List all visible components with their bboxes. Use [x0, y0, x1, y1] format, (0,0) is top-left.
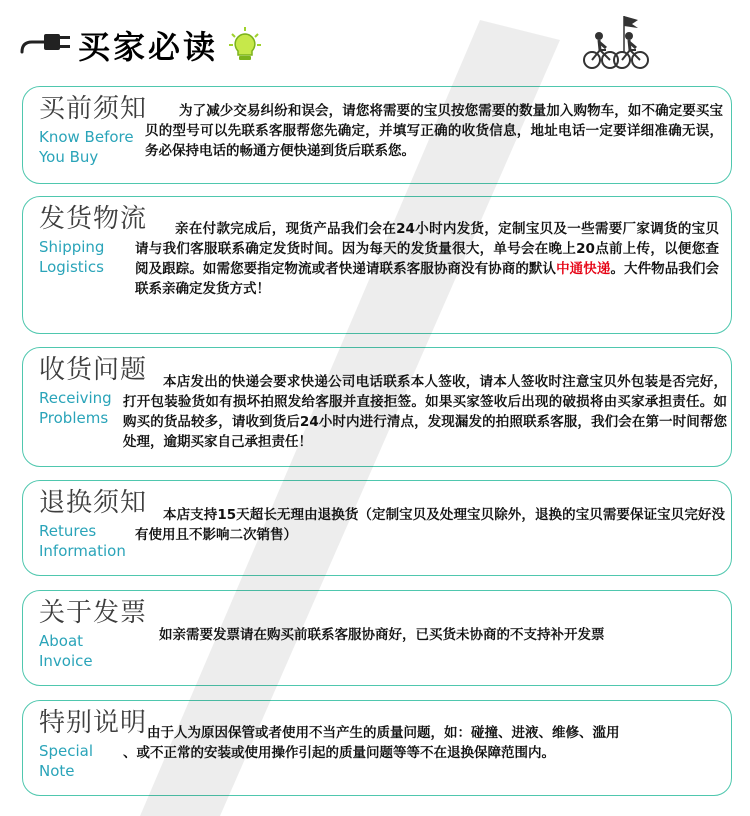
card-title-en: Receiving Problems: [39, 389, 112, 427]
card-shipping-logistics: [22, 196, 732, 334]
plug-icon: [20, 28, 74, 56]
page-title: 买家必读: [78, 28, 219, 66]
courier-highlight: 中通快递: [556, 261, 611, 277]
card-body: 本店发出的快递会要求快递公司电话联系本人签收，请本人签收时注意宝贝外包装是否完好，打开包装验货如有损坏拍照发给客服并直接拒签。如果买家签收后出现的破损将由买家承担责任。如购买的货品较多，请收到货后24小时内进行清点，发现漏发的拍照联系客服，我们会在第一时间帮您处理，逾期买家自己承担责任！: [123, 374, 727, 450]
card-title-cn: 特别说明: [39, 708, 148, 738]
card-special-note: [22, 700, 732, 796]
card-title-cn: 发货物流: [39, 204, 148, 234]
card-about-invoice: [22, 590, 732, 686]
card-title-cn: 收货问题: [39, 355, 148, 385]
card-title-cn: 退换须知: [39, 488, 148, 518]
card-title-cn: 买前须知: [39, 94, 148, 124]
card-body: 亲在付款完成后，现货产品我们会在24小时内发货，定制宝贝及一些需要厂家调货的宝贝请与我们客服联系确定发货时间。因为每天的发货量很大，单号会在晚上20点前上传，以便您查阅及跟踪。如需您要指定物流或者快递请联系客服协商没有协商的默认中通快递。大件物品我们会联系亲确定发货方式！: [135, 221, 720, 297]
cyclists-icon: [580, 12, 650, 70]
lightbulb-icon: [228, 26, 262, 62]
card-body: 如亲需要发票请在购买前联系客服协商好，已买货未协商的不支持补开发票: [159, 627, 605, 643]
card-return-information: [22, 480, 732, 576]
card-title-en: Shipping Logistics: [39, 238, 105, 276]
card-title-en: Aboat Invoice: [39, 632, 93, 670]
card-title-en: Special Note: [39, 742, 94, 780]
card-title-en: Retures Information: [39, 522, 126, 560]
card-body: 为了减少交易纠纷和误会，请您将需要的宝贝按您需要的数量加入购物车，如不确定要买宝贝的型号可以先联系客服帮您先确定，并填写正确的收货信息，地址电话一定要详细准确无误，务必保持电话的畅通方便快递到货后联系您。: [145, 103, 723, 159]
page-header: [0, 0, 750, 80]
card-title-en: Know Before You Buy: [39, 128, 134, 166]
card-know-before-you-buy: [22, 86, 732, 184]
card-body: 本店支持15天超长无理由退换货（定制宝贝及处理宝贝除外，退换的宝贝需要保证宝贝完好没有使用且不影响二次销售）: [135, 507, 725, 543]
card-title-cn: 关于发票: [39, 598, 148, 628]
card-receiving-problems: [22, 347, 732, 467]
card-body: 由于人为原因保管或者使用不当产生的质量问题，如：碰撞、进液、维修、滥用 、或不正常的安装或使用操作引起的质量问题等等不在退换保障范围内。: [123, 725, 620, 761]
